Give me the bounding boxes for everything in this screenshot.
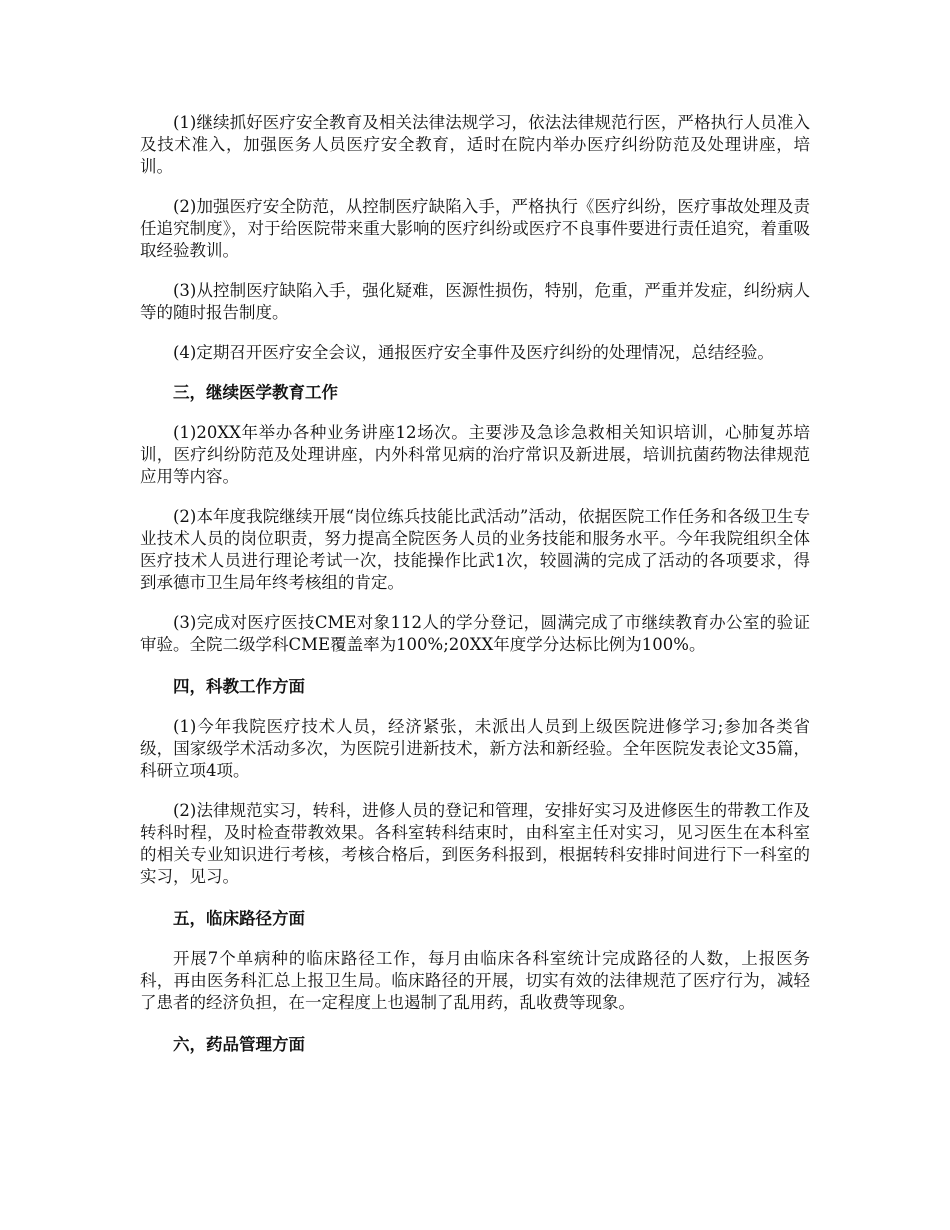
paragraph-defect-reporting: (3)从控制医疗缺陷入手，强化疑难，医源性损伤，特别，危重，严重并发症，纠纷病人等的随时报告制度。 <box>140 281 810 322</box>
paragraph-skills-competition: (2)本年度我院继续开展“岗位练兵技能比武活动”活动，依据医院工作任务和各级卫生专业技术人员的岗位职责，努力提高全院医务人员的业务技能和服务水平。今年我院组织全体医疗技术人员进行理论考试一次，技能操作比武1次，较圆满的完成了活动的各项要求，得到承德市卫生局年终考核组的肯定。 <box>140 507 810 592</box>
paragraph-academic-activities: (1)今年我院医疗技术人员，经济紧张，未派出人员到上级医院进修学习;参加各类省级，国家级学术活动多次，为医院引进新技术，新方法和新经验。全年医院发表论文35篇，科研立项4项。 <box>140 717 810 780</box>
section-heading-clinical-pathway: 五，临床路径方面 <box>173 909 305 928</box>
paragraph-clinical-pathway: 开展7个单病种的临床路径工作，每月由临床各科室统计完成路径的人数，上报医务科，再由医务科汇总上报卫生局。临床路径的开展，切实有效的法律规范了医疗行为，减轻了患者的经济负担，在一定程度上也遏制了乱用药，乱收费等现象。 <box>140 949 810 1012</box>
paragraph-safety-prevention: (2)加强医疗安全防范，从控制医疗缺陷入手，严格执行《医疗纠纷，医疗事故处理及责任追究制度》，对于给医院带来重大影响的医疗纠纷或医疗不良事件要进行责任追究，着重吸取经验教训。 <box>140 197 810 260</box>
paragraph-lectures: (1)20XX年举办各种业务讲座12场次。主要涉及急诊急救相关知识培训，心肺复苏培训，医疗纠纷防范及处理讲座，内外科常见病的治疗常识及新进展，培训抗菌药物法律规范应用等内容。 <box>140 423 810 486</box>
paragraph-cme-credits: (3)完成对医疗医技CME对象112人的学分登记，圆满完成了市继续教育办公室的验证审验。全院二级学科CME覆盖率为100%;20XX年度学分达标比例为100%。 <box>140 613 810 654</box>
paragraph-safety-meetings: (4)定期召开医疗安全会议，通报医疗安全事件及医疗纠纷的处理情况，总结经验。 <box>173 343 774 362</box>
section-heading-continuing-education: 三，继续医学教育工作 <box>173 383 338 402</box>
paragraph-safety-education: (1)继续抓好医疗安全教育及相关法律法规学习，依法法律规范行医，严格执行人员准入及技术准入，加强医务人员医疗安全教育，适时在院内举办医疗纠纷防范及处理讲座，培训。 <box>140 113 810 176</box>
section-heading-drug-management: 六，药品管理方面 <box>173 1035 305 1054</box>
section-heading-research-education: 四，科教工作方面 <box>173 677 305 696</box>
paragraph-internship-management: (2)法律规范实习，转科，进修人员的登记和管理，安排好实习及进修医生的带教工作及转科时程，及时检查带教效果。各科室转科结束时，由科室主任对实习，见习医生在本科室的相关专业知识进行考核，考核合格后，到医务科报到，根据转科安排时间进行下一科室的实习，见习。 <box>140 801 810 886</box>
